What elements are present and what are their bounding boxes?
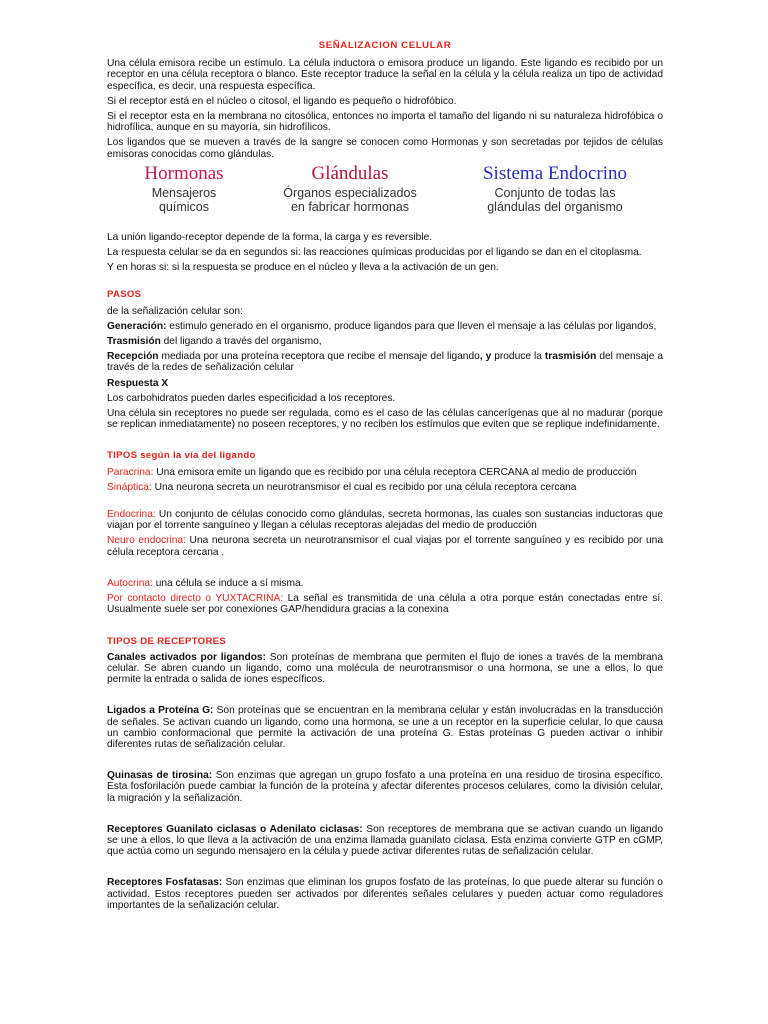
tipo-text: Un conjunto de células conocido como glándulas, secreta hormonas, las cuales son sustancias inductoras que viajan por el torrente sanguíneo y llegan a células receptoras alejadas del medio de producción bbox=[107, 509, 663, 532]
tipo-via-item bbox=[107, 593, 663, 615]
receptor-text: Son proteínas que se encuentran en la membrana celular y están involucradas en la transducción de señales. Se activan cuando un ligando, como una hormona, se une a un receptor en la superficie celular, lo que causa un cambio conformacional que permite la activación de una proteína G. Estas proteínas G pueden activar o inhibir diferentes rutas de señalización celular. bbox=[107, 705, 663, 750]
intro-paragraph: Los ligandos que se mueven a través de la sangre se conocen como Hormonas y son secretadas por tejidos de células emisoras conocidas como glándulas. bbox=[107, 137, 663, 160]
banner-subtext: químicos bbox=[158, 199, 210, 214]
receptor-label: Ligados a Proteína G: bbox=[107, 705, 214, 717]
tipo-label: Endocrina: bbox=[107, 509, 156, 521]
pasos-lead: de la señalización celular son: bbox=[107, 305, 243, 317]
banner-subtext: en fabricar hormonas bbox=[290, 199, 410, 214]
tipo-label: Por contacto directo o YUXTACRINA: bbox=[107, 593, 284, 605]
receptor-text: Son enzimas que eliminan los grupos fosfato de las proteínas, lo que puede alterar su función o actividad. Estos receptores pueden ser activados por diferentes señales celulares y pueden actuar como reguladores importantes de la señalización celular. bbox=[107, 877, 663, 911]
paso-text: del mensaje a través de la redes de señalización celular bbox=[107, 351, 663, 374]
union-paragraph: La respuesta celular se da en segundos si: las reacciones químicas producidas por el ligando se dan en el citoplasma. bbox=[107, 247, 642, 259]
tipo-label: Neuro endocrina: bbox=[107, 535, 186, 547]
tipo-text: Una neurona secreta un neurotransmisor el cual viajas por el torrente sanguíneo y es recibido por una célula receptora cercana . bbox=[107, 535, 663, 558]
tipo-text: una célula se induce a sí misma. bbox=[152, 577, 304, 589]
receptor-item bbox=[107, 705, 663, 750]
union-paragraph: Y en horas si: si la respuesta se produce en el núcleo y lleva a la activación de un gen. bbox=[107, 262, 499, 274]
union-paragraph: La unión ligando-receptor depende de la forma, la carga y es reversible. bbox=[107, 231, 433, 243]
paso-label: Respuesta X bbox=[107, 377, 169, 389]
banner-subtext: Órganos especializados bbox=[283, 185, 417, 200]
tipo-text: Una neurona secreta un neurotransmisor el cual es recibido por una célula receptora cercana bbox=[151, 481, 577, 493]
paso-label: Trasmisión bbox=[107, 336, 161, 348]
receptor-label: Receptores Fosfatasas: bbox=[107, 877, 223, 889]
receptor-label: Receptores Guanilato ciclasas o Adenilato ciclasas: bbox=[107, 823, 363, 835]
section-heading-tipos-via: TIPOS según la vía del ligando bbox=[107, 450, 256, 462]
paso-generacion bbox=[107, 321, 663, 332]
receptor-text: Son proteínas de membrana que permiten el flujo de iones a través de la membrana celular. Se abren cuando un ligando, como una molécula de neurotransmisor o una hormona, se une a ellos, lo que permite la entrada o salida de iones específicos. bbox=[107, 651, 664, 686]
paso-recepcion bbox=[107, 351, 663, 373]
tipo-label: Autocrina: bbox=[107, 577, 153, 589]
tipo-via-item bbox=[107, 509, 663, 531]
receptor-text: Son enzimas que agregan un grupo fosfato a una proteína en una residuo de tirosina específico. Esta fosforilación puede cambiar la función de la proteína y afectar diferentes procesos celulares, como la división celular, la migración y la señalización. bbox=[107, 770, 663, 804]
banner-subtext: Conjunto de todas las bbox=[494, 185, 616, 200]
hormone-banner bbox=[107, 164, 663, 220]
banner-sistema-endocrino bbox=[447, 164, 663, 214]
section-heading-tipos-receptores: TIPOS DE RECEPTORES bbox=[107, 635, 227, 647]
banner-heading: Hormonas bbox=[144, 162, 224, 184]
intro-paragraph: Si el receptor esta en la membrana no citosólica, entonces no importa el tamaño del ligando ni su naturaleza hidrofóbica o hidrofílica, aunque en su mayoría, sin hidrofílicos. bbox=[107, 111, 663, 134]
paso-text: del ligando a través del organismo, bbox=[160, 336, 322, 348]
receptor-label: Quinasas de tirosina: bbox=[107, 770, 213, 782]
tipo-via-item bbox=[107, 467, 663, 478]
paso-trasmision bbox=[107, 336, 663, 347]
banner-glandulas bbox=[255, 164, 445, 214]
banner-heading: Glándulas bbox=[311, 162, 389, 184]
paso-text: mediada por una proteína receptora que recibe el mensaje del ligando bbox=[158, 351, 480, 363]
paso-text: estimulo generado en el organismo, produce ligandos para que lleven el mensaje a las células por ligandos, bbox=[166, 320, 657, 332]
tipo-via-item bbox=[107, 535, 663, 557]
banner-hormonas bbox=[111, 164, 257, 214]
tipo-label: Paracrina: bbox=[107, 466, 154, 478]
receptor-item bbox=[107, 652, 663, 686]
page-title: SEÑALIZACION CELULAR bbox=[318, 40, 452, 51]
sin-receptores-paragraph: Una célula sin receptores no puede ser regulada, como es el caso de las células cancerígenas que al no madurar (porque se replican inmediatamente) no poseen receptores, y no reciben los estímulos que eviten que se replique indefinidamente. bbox=[107, 408, 663, 431]
paso-text-bold: , y bbox=[479, 351, 492, 363]
tipo-text: Una emisora emite un ligando que es recibido por una célula receptora CERCANA al medio de producción bbox=[153, 466, 637, 478]
receptor-item bbox=[107, 824, 663, 858]
section-heading-pasos: PASOS bbox=[107, 289, 142, 301]
receptor-label: Canales activados por ligandos: bbox=[107, 651, 266, 663]
receptor-item bbox=[107, 770, 663, 804]
document-page bbox=[107, 40, 663, 915]
banner-heading: Sistema Endocrino bbox=[482, 162, 628, 184]
paso-label: Recepción bbox=[107, 351, 159, 363]
intro-paragraph: Si el receptor está en el núcleo o citosol, el ligando es pequeño o hidrofóbico. bbox=[107, 95, 457, 107]
tipo-text: La señal es transmitida de una célula a otra porque están conectadas entre sí. Usualmente suele ser por conexiones GAP/hendidura gracias a la conexina bbox=[107, 593, 663, 616]
intro-paragraph: Una célula emisora recibe un estímulo. La célula inductora o emisora produce un ligando. Este ligando es recibido por un receptor en una célula receptora o blanco. Este receptor traduce la señal en la célula y la célula realiza un tipo de actividad específica, es decir, una respuesta específica. bbox=[107, 58, 663, 92]
receptor-item bbox=[107, 877, 663, 911]
tipo-label: Sináptica: bbox=[107, 481, 152, 493]
paso-text-bold: trasmisión bbox=[544, 351, 597, 363]
banner-subtext: Mensajeros bbox=[151, 185, 217, 200]
paso-label: Generación: bbox=[107, 320, 167, 332]
tipo-via-item bbox=[107, 482, 663, 493]
receptor-text: Son receptores de membrana que se activan cuando un ligando se une a ellos, lo que lleva a la activación de una enzima llamada guanilato ciclasa. Esta enzima convierte GTP en cGMP, que actúa como un segundo mensajero en la célula y puede activar diferentes rutas de señalización celular. bbox=[107, 823, 663, 858]
paso-respuesta bbox=[107, 378, 663, 389]
carbohidratos-paragraph: Los carbohidratos pueden darles especificidad a los receptores. bbox=[107, 392, 396, 404]
banner-subtext: glándulas del organismo bbox=[487, 199, 623, 214]
paso-text: produce la bbox=[491, 351, 545, 363]
tipo-via-item bbox=[107, 578, 663, 589]
